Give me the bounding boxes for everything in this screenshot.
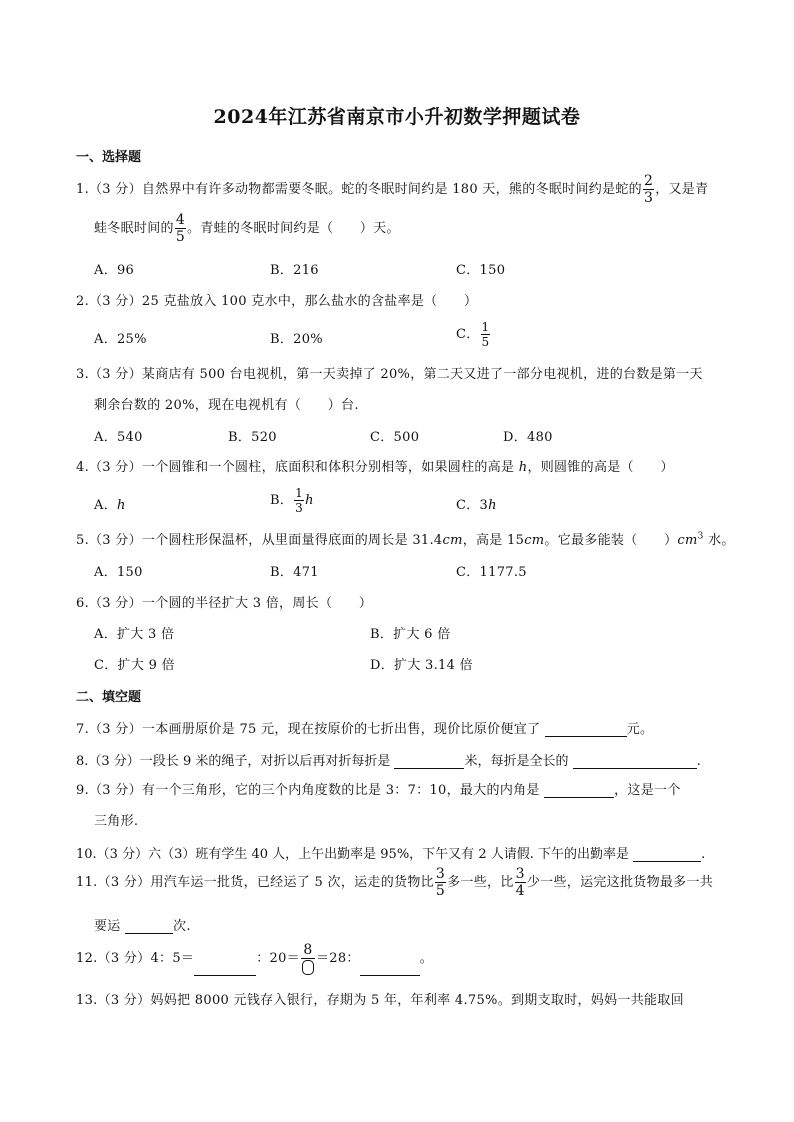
q2-option-c-label: C． — [456, 327, 480, 342]
q6-option-b[interactable]: B．扩大 6 倍 — [370, 627, 451, 642]
fraction-three-fifths: $\frac{3}{5}$ — [435, 866, 446, 899]
question-8: 8.（3 分）一段长 9 米的绳子，对折以后再对折每折是 米，每折是全长的 . — [76, 754, 701, 769]
fraction-one-fifth: $\frac{1}{5}$ — [481, 320, 490, 349]
q5-option-c[interactable]: C．1177.5 — [456, 565, 527, 580]
question-11-line-2: 要运 次. — [94, 919, 191, 934]
q1-text-c: 蛙冬眠时间的 — [94, 221, 174, 236]
q3-option-d[interactable]: D．480 — [503, 430, 553, 445]
answer-blank[interactable] — [360, 962, 420, 976]
answer-blank[interactable] — [544, 784, 614, 798]
question-9-line-1: 9.（3 分）有一个三角形，它的三个内角度数的比是 3：7：10，最大的内角是 ，这是一个 — [76, 783, 681, 798]
answer-blank[interactable] — [125, 920, 173, 934]
q6-option-a[interactable]: A．扩大 3 倍 — [94, 627, 175, 642]
question-1-line-1 — [76, 174, 708, 205]
page-title: 2024年江苏省南京市小升初数学押题试卷 — [213, 106, 581, 128]
q3-option-a[interactable]: A．540 — [94, 430, 143, 445]
q4-option-a[interactable]: A．h — [94, 498, 126, 513]
section-heading-fill: 二、填空题 — [76, 690, 142, 705]
section-heading-choice: 一、选择题 — [76, 150, 142, 165]
q1-option-a[interactable]: A．96 — [94, 263, 135, 278]
question-5: 5.（3 分）一个圆柱形保温杯，从里面量得底面的周长是 31.4cm，高是 15cm。它最多能装（ ）$cm^3$ 水。 — [76, 531, 735, 548]
q3-option-b[interactable]: B．520 — [228, 430, 277, 445]
answer-blank[interactable] — [545, 723, 627, 737]
question-13: 13.（3 分）妈妈把 8000 元钱存入银行，存期为 5 年，年利率 4.75%。到期支取时，妈妈一共能取回 — [76, 993, 684, 1008]
q4-option-c[interactable]: C．3h — [456, 498, 497, 513]
q1-option-c[interactable]: C．150 — [456, 263, 506, 278]
answer-blank[interactable] — [573, 755, 697, 769]
q6-option-d[interactable]: D．扩大 3.14 倍 — [370, 658, 473, 673]
question-9-line-2: 三角形. — [94, 814, 139, 829]
question-2: 2.（3 分）25 克盐放入 100 克水中，那么盐水的含盐率是（ ） — [76, 294, 478, 309]
question-6: 6.（3 分）一个圆的半径扩大 3 倍，周长（ ） — [76, 596, 373, 611]
answer-blank[interactable] — [394, 755, 464, 769]
question-4: 4.（3 分）一个圆锥和一个圆柱，底面积和体积分别相等，如果圆柱的高是 h，则圆锥的高是（ ） — [76, 460, 674, 475]
question-12: 12.（3 分）4：5＝ ：20＝ 8 ＝28： 。 — [76, 942, 433, 976]
question-7: 7.（3 分）一本画册原价是 75 元，现在按原价的七折出售，现价比原价便宜了 元。 — [76, 722, 654, 737]
question-1-line-2 — [94, 213, 400, 244]
fraction-four-fifths: $\frac{4}{5}$ — [175, 212, 186, 245]
q3-option-c[interactable]: C．500 — [370, 430, 420, 445]
question-3-line-2: 剩余台数的 20%，现在电视机有（ ）台. — [94, 398, 359, 413]
answer-blank[interactable] — [633, 848, 701, 862]
fraction-one-third: $\frac{1}{3}$ — [295, 486, 304, 515]
question-3-line-1: 3.（3 分）某商店有 500 台电视机，第一天卖掉了 20%，第二天又进了一部分电视机，进的台数是第一天 — [76, 367, 703, 382]
q1-option-b[interactable]: B．216 — [270, 263, 319, 278]
question-10: 10.（3 分）六（3）班有学生 40 人，上午出勤率是 95%，下午又有 2 人请假. 下午的出勤率是 . — [76, 847, 706, 862]
answer-blank[interactable] — [194, 962, 256, 976]
q6-option-c[interactable]: C．扩大 9 倍 — [94, 658, 175, 673]
fraction-eight-over-box: 8 — [301, 943, 315, 975]
q2-option-c[interactable] — [456, 318, 491, 352]
q4-option-b[interactable]: B． $\frac{1}{3}$ h — [270, 486, 314, 515]
q2-option-a[interactable]: A．25% — [94, 332, 147, 347]
answer-box[interactable] — [302, 960, 314, 975]
q2-option-b[interactable]: B．20% — [270, 332, 323, 347]
q1-text-d: 。青蛙的冬眠时间约是（ ）天。 — [187, 221, 400, 236]
q1-text-a: 1.（3 分）自然界中有许多动物都需要冬眠。蛇的冬眠时间约是 180 天，熊的冬眠时间约是蛇的 — [76, 182, 642, 197]
fraction-three-quarters: $\frac{3}{4}$ — [515, 866, 525, 899]
q1-text-b: ，又是青 — [655, 182, 709, 197]
fraction-two-thirds: $\frac{2}{3}$ — [643, 173, 654, 206]
question-11-line-1: 11.（3 分）用汽车运一批货，已经运了 5 次，运走的货物比 $\frac{3}{5}$ 多一些，比 $\frac{3}{4}$ 少一些，运完这批货物最多一共 — [76, 866, 714, 899]
q5-option-a[interactable]: A．150 — [94, 565, 143, 580]
q5-option-b[interactable]: B．471 — [270, 565, 319, 580]
